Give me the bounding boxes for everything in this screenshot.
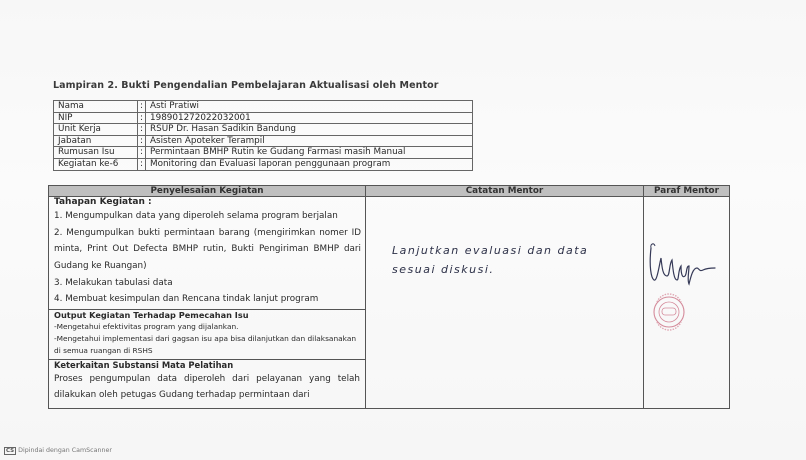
identity-row: [54, 147, 473, 159]
keterkaitan-text: Proses pengumpulan data diperoleh dari pelayanan yang telah dilakukan oleh petugas Gudang terhadap permintaan dari: [54, 373, 360, 401]
identity-row: [54, 112, 473, 124]
mentor-control-table: [48, 185, 730, 409]
column-divider: [365, 186, 366, 408]
identity-label: Unit Kerja: [54, 124, 138, 136]
identity-label: Kegiatan ke-6: [54, 158, 138, 170]
identity-separator: :: [138, 101, 146, 113]
identity-row: [54, 101, 473, 113]
identity-value: 198901272022032001: [146, 112, 473, 124]
identity-separator: :: [138, 124, 146, 136]
identity-value: RSUP Dr. Hasan Sadikin Bandung: [146, 124, 473, 136]
activity-column: [49, 197, 365, 404]
identity-table: [53, 100, 473, 171]
output-item: -Mengetahui efektivitas program yang dijalankan.: [54, 321, 239, 331]
mentor-signature: [645, 236, 729, 346]
mentor-note-line: Lanjutkan evaluasi dan data: [392, 244, 589, 257]
scanner-watermark: [4, 447, 112, 455]
step-item: 2. Mengumpulkan bukti permintaan barang (mengirimkan nomer ID minta, Print Out Defecta BMHP rutin, Bukti Pengiriman BMHP dari Gudang ke Ruangan): [54, 227, 361, 272]
identity-label: Jabatan: [54, 135, 138, 147]
identity-separator: :: [138, 135, 146, 147]
identity-separator: :: [138, 158, 146, 170]
step-item: 4. Membuat kesimpulan dan Rencana tindak lanjut program: [54, 294, 319, 305]
output-item: -Mengetahui implementasi dari gagsan isu apa bisa dilanjutkan dan dilaksanakan di semua ruangan di RSHS: [54, 333, 357, 356]
keterkaitan-title: Keterkaitan Substansi Mata Pelatihan: [54, 359, 234, 370]
step-item: 1. Mengumpulkan data yang diperoleh selama program berjalan: [54, 211, 338, 221]
identity-separator: :: [138, 147, 146, 159]
document-title: Lampiran 2. Bukti Pengendalian Pembelajaran Aktualisasi oleh Mentor: [53, 80, 439, 91]
identity-row: [54, 158, 473, 170]
identity-label: NIP: [54, 112, 138, 124]
column-divider: [643, 186, 644, 408]
output-section: [49, 309, 365, 358]
identity-value: Asti Pratiwi: [146, 101, 473, 113]
identity-separator: :: [138, 112, 146, 124]
output-title: Output Kegiatan Terhadap Pemecahan Isu: [54, 309, 249, 320]
identity-row: [54, 135, 473, 147]
identity-value: Permintaan BMHP Rutin ke Gudang Farmasi masih Manual: [146, 147, 473, 159]
keterkaitan-section: [49, 359, 365, 404]
stamp-seal: [654, 294, 684, 330]
identity-value: Monitoring dan Evaluasi laporan penggunaan program: [146, 158, 473, 170]
identity-row: [54, 124, 473, 136]
step-item: 3. Melakukan tabulasi data: [54, 277, 173, 288]
tahapan-title: Tahapan Kegiatan :: [54, 197, 152, 207]
camscanner-badge: CS: [6, 448, 15, 454]
mentor-note-line: sesuai diskusi.: [392, 263, 495, 276]
identity-value: Asisten Apoteker Terampil: [146, 135, 473, 147]
header-penyelesaian: Penyelesaian Kegiatan: [49, 186, 365, 197]
identity-label: Nama: [54, 101, 138, 113]
header-paraf: Paraf Mentor: [644, 186, 729, 197]
identity-label: Rumusan Isu: [54, 147, 138, 159]
header-catatan: Catatan Mentor: [366, 186, 643, 197]
camscanner-text: Dipindai dengan CamScanner: [18, 447, 112, 454]
